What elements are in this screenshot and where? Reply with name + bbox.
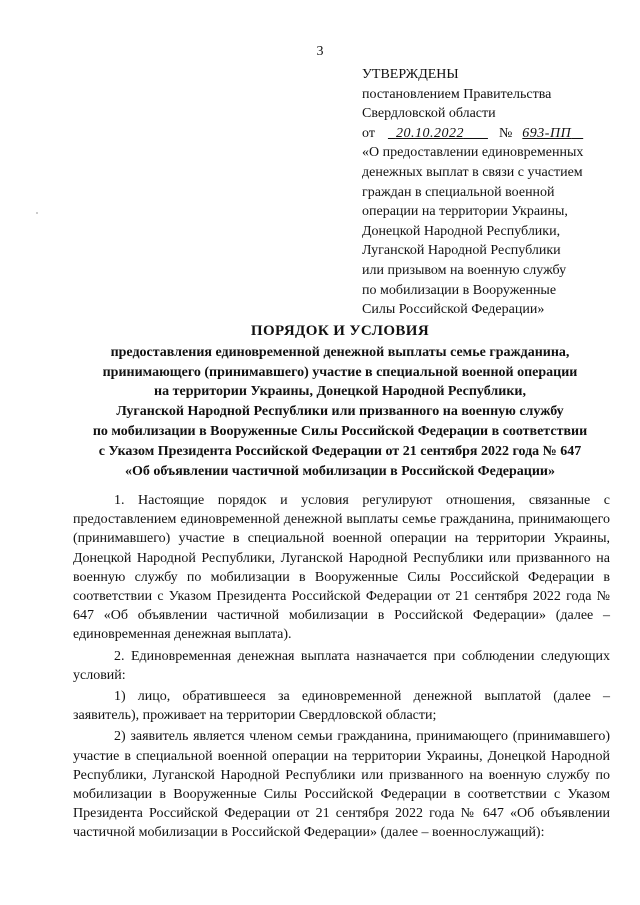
page-number: 3	[316, 44, 324, 59]
from-label: от	[362, 125, 375, 141]
title-line: по мобилизации в Вооруженные Силы Российской Федерации в соответствии	[92, 423, 588, 439]
decree-date-number	[362, 124, 627, 144]
title-line: принимающего (принимавшего) участие в специальной военной операции	[102, 364, 578, 380]
paragraph-2: 2. Единовременная денежная выплата назначается при соблюдении следующих условий:	[73, 648, 610, 683]
decree-title-line: операции на территории Украины,	[362, 204, 568, 220]
title-line: предоставления единовременной денежной выплаты семье гражданина,	[110, 344, 570, 360]
approval-line-2: Свердловской области	[362, 106, 496, 122]
decree-title-line: Донецкой Народной Республики,	[362, 223, 561, 239]
decree-title-line: граждан в специальной военной	[362, 184, 555, 200]
title-line: с Указом Президента Российской Федерации от 21 сентября 2022 года № 647	[98, 443, 582, 459]
decree-title-line: Силы Российской Федерации»	[362, 302, 545, 318]
decree-date: 20.10.2022	[395, 125, 464, 141]
decree-title-line: «О предоставлении единовременных	[362, 145, 584, 161]
approval-line-1: постановлением Правительства	[362, 86, 552, 102]
title-line: на территории Украины, Донецкой Народной Республики,	[154, 384, 526, 400]
approval-block	[362, 65, 627, 320]
title-line: «Об объявлении частичной мобилизации в Российской Федерации»	[125, 463, 555, 479]
decree-title-line: Луганской Народной Республики	[362, 243, 561, 259]
document-title	[60, 322, 620, 481]
decree-title-line: денежных выплат в связи с участием	[362, 164, 583, 180]
title-main: ПОРЯДОК И УСЛОВИЯ	[250, 323, 430, 339]
paragraph-2-item-2: 2) заявитель является членом семьи гражданина, принимающего (принимавшего) участие в специальной военной операции на территории Украины, Донецкой Народной Республики, Луганской Народной Республики или призванного на военную службу по мобилизации в Вооруженные Силы Российской Федерации в соответствии с Указом Президента Российской Федерации от 21 сентября 2022 года № 647 «Об объявлении частичной мобилизации в Российской Федерации» (далее – военнослужащий):	[73, 729, 610, 841]
paragraph-2-item-1: 1) лицо, обратившееся за единовременной денежной выплатой (далее – заявитель), проживает на территории Свердловской области;	[73, 689, 610, 724]
decree-title-line: или призывом на военную службу	[362, 262, 567, 278]
title-line: Луганской Народной Республики или призванного на военную службу	[116, 404, 564, 420]
approval-heading: УТВЕРЖДЕНЫ	[362, 67, 459, 82]
decree-title-line: по мобилизации в Вооруженные	[362, 282, 557, 298]
paragraph-1: 1. Настоящие порядок и условия регулируют отношения, связанные с предоставлением единовременной денежной выплаты семье гражданина, принимающего (принимавшего) участие в специальной военной операции на территории Украины, Донецкой Народной Республики, Луганской Народной Республики или призванного на военную службу по мобилизации в Вооруженные Силы Российской Федерации в соответствии с Указом Президента Российской Федерации от 21 сентября 2022 года № 647 «Об объявлении частичной мобилизации в Российской Федерации» (далее – единовременная денежная выплата).	[73, 493, 610, 643]
number-label: №	[498, 125, 513, 141]
decree-number: 693-ПП	[522, 125, 572, 141]
scan-artifact	[36, 212, 38, 214]
document-body	[73, 491, 610, 845]
